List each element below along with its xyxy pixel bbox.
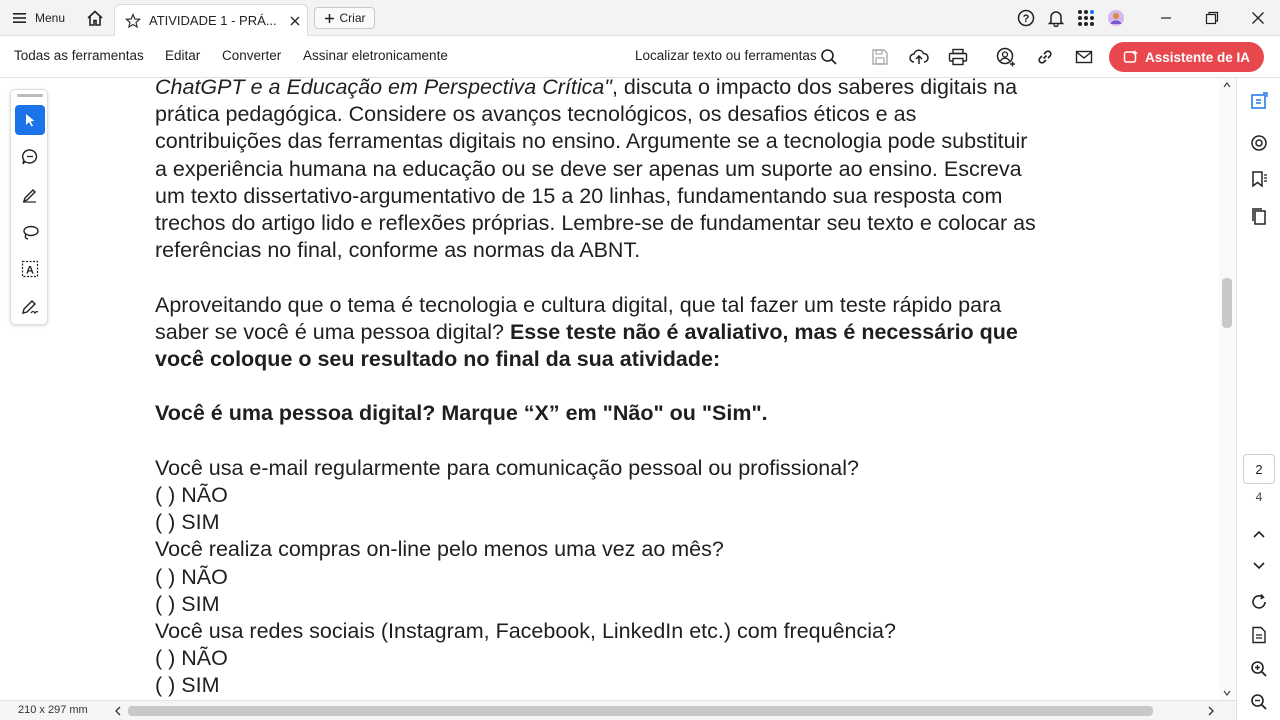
minimize-icon: [1159, 11, 1173, 25]
pages-panel-button[interactable]: [1247, 204, 1271, 228]
text-tool[interactable]: [15, 254, 45, 284]
quiz-option-no: ( ) NÃO: [155, 483, 228, 507]
right-sidebar: [1236, 78, 1280, 720]
edit-panel-icon: [1250, 92, 1268, 110]
chevron-down-icon: [1252, 561, 1266, 571]
scroll-left-arrow-icon[interactable]: [114, 706, 122, 716]
select-tool[interactable]: [15, 105, 45, 135]
paragraph-line: [155, 319, 1215, 346]
quiz-option-yes: ( ) SIM: [155, 591, 220, 616]
notifications-button[interactable]: [1046, 8, 1066, 28]
paragraph-text: saber se você é uma pessoa digital?: [155, 319, 510, 344]
emphasis-line: [155, 346, 1215, 373]
save-button[interactable]: [868, 45, 892, 69]
vertical-scroll-thumb[interactable]: [1222, 278, 1232, 328]
cloud-upload-icon: [909, 48, 929, 66]
menu-edit[interactable]: Editar: [165, 48, 201, 63]
document-tab[interactable]: [114, 4, 308, 36]
link-button[interactable]: [1033, 45, 1057, 69]
document-page: [155, 74, 1215, 700]
avatar-icon: [1107, 9, 1125, 27]
home-icon: [86, 9, 104, 27]
zoom-in-button[interactable]: [1247, 657, 1271, 681]
ai-assistant-icon: [1123, 49, 1139, 65]
emphasis-text: você coloque o seu resultado no final da sua atividade:: [155, 347, 721, 372]
signature-icon: [21, 297, 39, 315]
search-button[interactable]: [817, 45, 841, 69]
svg-text:A: A: [26, 264, 34, 277]
save-icon: [871, 48, 889, 66]
paragraph-line: um texto dissertativo-argumentativo de 15 a 20 linhas, fundamentando sua resposta com: [155, 183, 1003, 208]
share-user-icon: [996, 47, 1016, 67]
scroll-right-arrow-icon[interactable]: [1207, 706, 1215, 716]
sign-tool[interactable]: [15, 291, 45, 321]
plus-icon: [324, 13, 335, 24]
paragraph-line: prática pedagógica. Considere os avanços tecnológicos, os desafios éticos e as: [155, 102, 917, 127]
quiz-question: Você usa e-mail regularmente para comunicação pessoal ou profissional?: [155, 455, 859, 480]
star-icon[interactable]: [125, 13, 141, 29]
quiz-option-no: ( ) NÃO: [155, 564, 228, 589]
close-icon: [1251, 11, 1265, 25]
comment-tool[interactable]: [15, 142, 45, 172]
page-size-label: 210 x 297 mm: [18, 704, 88, 716]
link-icon: [1036, 48, 1054, 66]
tab-title: ATIVIDADE 1 - PRÁ...: [149, 13, 277, 28]
intro-line: [155, 74, 1215, 101]
email-button[interactable]: [1072, 45, 1096, 69]
ai-panel-button[interactable]: [1247, 131, 1271, 155]
zoom-out-button[interactable]: [1247, 690, 1271, 714]
pen-icon: [21, 185, 39, 203]
paragraph-line: trechos do artigo lido e reflexões próprias. Lembre-se de fundamentar seu texto e colocar as: [155, 211, 1036, 236]
comments-panel-button[interactable]: [1247, 89, 1271, 113]
chevron-up-icon: [1252, 529, 1266, 539]
text-box-icon: [21, 260, 39, 278]
menu-convert[interactable]: Converter: [222, 48, 282, 63]
hamburger-icon: [12, 11, 28, 25]
status-bar: [0, 700, 1236, 720]
page-view-button[interactable]: [1247, 623, 1271, 647]
quiz-question: Você usa redes sociais (Instagram, Facebook, LinkedIn etc.) com frequência?: [155, 619, 896, 644]
restore-icon: [1205, 11, 1219, 25]
apps-grid-icon: [1077, 9, 1095, 27]
refresh-button[interactable]: [1247, 590, 1271, 614]
at-icon: [1250, 134, 1268, 152]
document-settings-icon: [1250, 626, 1268, 644]
cursor-icon: [23, 112, 37, 128]
create-label: Criar: [339, 11, 366, 25]
tool-palette: [10, 89, 48, 325]
intro-text: , discuta o impacto dos saberes digitais na: [611, 75, 1018, 99]
copy-pages-icon: [1250, 207, 1268, 225]
draw-tool[interactable]: [15, 217, 45, 247]
horizontal-scroll-thumb[interactable]: [128, 706, 1153, 716]
zoom-out-icon: [1250, 693, 1268, 711]
highlight-tool[interactable]: [15, 179, 45, 209]
quiz-option-yes: ( ) SIM: [155, 673, 220, 698]
ai-assistant-label: Assistente de IA: [1144, 49, 1251, 65]
total-pages: 4: [1255, 490, 1263, 504]
quiz-heading: [155, 400, 1215, 427]
search-tools-label[interactable]: Localizar texto ou ferramentas: [635, 48, 817, 63]
mail-icon: [1075, 49, 1093, 65]
previous-page-button[interactable]: [1247, 522, 1271, 546]
menu-all-tools[interactable]: Todas as ferramentas: [14, 48, 144, 63]
paragraph-line: Aproveitando que o tema é tecnologia e cultura digital, que tal fazer um teste rápido para: [155, 292, 1002, 317]
close-tab-icon[interactable]: [289, 15, 301, 27]
article-title: ChatGPT e a Educação em Perspectiva Crítica": [155, 75, 612, 99]
current-page-input[interactable]: [1243, 454, 1275, 484]
print-button[interactable]: [946, 45, 970, 69]
avatar[interactable]: [1106, 8, 1126, 28]
menu-sign[interactable]: Assinar eletronicamente: [303, 48, 448, 63]
quiz-question: Você realiza compras on-line pelo menos uma vez ao mês?: [155, 537, 724, 562]
svg-text:?: ?: [1022, 13, 1030, 25]
refresh-icon: [1250, 593, 1268, 611]
drag-handle[interactable]: [17, 94, 43, 97]
menu-label: Menu: [35, 11, 66, 25]
bookmarks-panel-button[interactable]: [1247, 167, 1271, 191]
close-window-button[interactable]: [1248, 8, 1268, 28]
share-user-button[interactable]: [994, 45, 1018, 69]
upload-button[interactable]: [907, 45, 931, 69]
lasso-icon: [21, 223, 39, 241]
scroll-down-arrow-icon[interactable]: [1223, 690, 1231, 696]
print-icon: [948, 48, 968, 66]
current-page-number: 2: [1255, 461, 1263, 477]
comment-icon: [21, 148, 39, 166]
zoom-in-icon: [1250, 660, 1268, 678]
minimize-button[interactable]: [1156, 8, 1176, 28]
menu-button[interactable]: [12, 9, 65, 27]
bookmark-icon: [1250, 170, 1268, 188]
paragraph-line: a experiência humana na educação ou se deve ser apenas um suporte ao ensino. Escreva: [155, 156, 1022, 181]
create-button[interactable]: [314, 7, 375, 29]
title-bar: [0, 0, 1280, 36]
quiz-option-yes: ( ) SIM: [155, 510, 220, 535]
menu-bar: [0, 36, 1280, 78]
scroll-up-arrow-icon[interactable]: [1223, 82, 1231, 88]
next-page-button[interactable]: [1247, 554, 1271, 578]
help-button[interactable]: [1016, 8, 1036, 28]
paragraph-line: contribuições das ferramentas digitais no ensino. Argumente se a tecnologia pode substituir: [155, 129, 1028, 154]
restore-button[interactable]: [1202, 8, 1222, 28]
home-button[interactable]: [84, 7, 106, 29]
quiz-heading-text: Você é uma pessoa digital? Marque “X” em "Não" ou "Sim".: [155, 401, 768, 426]
ai-assistant-button[interactable]: [1109, 42, 1264, 72]
paragraph-line: referências no final, conforme as normas da ABNT.: [155, 238, 641, 263]
apps-button[interactable]: [1076, 8, 1096, 28]
vertical-scrollbar[interactable]: [1219, 78, 1235, 702]
search-icon: [820, 48, 838, 66]
quiz-option-no: ( ) NÃO: [155, 646, 228, 671]
bell-icon: [1047, 9, 1065, 27]
help-icon: [1017, 9, 1035, 27]
emphasis-text: Esse teste não é avaliativo, mas é necessário que: [509, 319, 1018, 344]
